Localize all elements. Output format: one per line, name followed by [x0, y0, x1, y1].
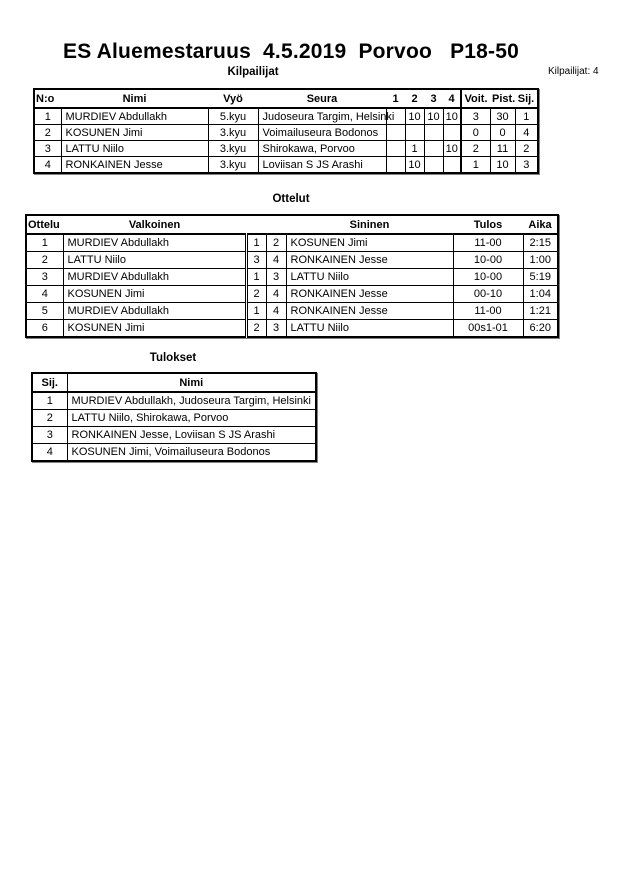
cell-seura: Loviisan S JS Arashi: [258, 157, 386, 174]
table-row: [32, 427, 316, 444]
tulokset-table: [31, 372, 317, 462]
ottelut-heading: Ottelut: [272, 193, 310, 205]
cell-match-no: 3: [26, 269, 63, 286]
table-row: [34, 108, 538, 125]
col-header-seura: Seura: [258, 89, 386, 108]
col-header-round2: 2: [405, 89, 424, 108]
cell-nimi: LATTU Niilo, Shirokawa, Porvoo: [67, 410, 316, 427]
cell-vyo: 3.kyu: [208, 125, 258, 141]
table-row: [26, 320, 558, 338]
col-header-aika: Aika: [523, 215, 558, 234]
cell-white-no: 2: [246, 320, 266, 338]
cell-round3: [424, 157, 443, 174]
cell-vyo: 5.kyu: [208, 108, 258, 125]
cell-sij: 4: [32, 444, 67, 462]
cell-round4: 10: [443, 108, 461, 125]
cell-round1: [386, 157, 405, 174]
cell-voit: 3: [461, 108, 490, 125]
cell-white-name: LATTU Niilo: [63, 252, 246, 269]
cell-sij: 2: [515, 141, 538, 157]
col-header-sij: Sij.: [515, 89, 538, 108]
kilpailijat-header-row: [34, 89, 538, 108]
cell-voit: 2: [461, 141, 490, 157]
col-header-pist: Pist.: [490, 89, 515, 108]
cell-pist: 11: [490, 141, 515, 157]
cell-round2: 10: [405, 108, 424, 125]
cell-match-no: 1: [26, 234, 63, 252]
cell-sij: 4: [515, 125, 538, 141]
col-header-nimi: Nimi: [61, 89, 208, 108]
cell-pist: 0: [490, 125, 515, 141]
cell-white-no: 1: [246, 303, 266, 320]
cell-blue-name: RONKAINEN Jesse: [286, 303, 453, 320]
cell-tulos: 10-00: [453, 269, 523, 286]
cell-nimi: KOSUNEN Jimi: [61, 125, 208, 141]
cell-pist: 30: [490, 108, 515, 125]
col-header-sij: Sij.: [32, 373, 67, 392]
cell-white-name: KOSUNEN Jimi: [63, 320, 246, 338]
col-header-no: N:o: [34, 89, 61, 108]
document-title: ES Aluemestaruus 4.5.2019 Porvoo P18-50: [62, 40, 520, 63]
cell-nimi: KOSUNEN Jimi, Voimailuseura Bodonos: [67, 444, 316, 462]
cell-no: 3: [34, 141, 61, 157]
cell-aika: 1:00: [523, 252, 558, 269]
cell-blue-name: KOSUNEN Jimi: [286, 234, 453, 252]
table-row: [26, 269, 558, 286]
cell-round4: [443, 125, 461, 141]
cell-blue-name: RONKAINEN Jesse: [286, 286, 453, 303]
ottelut-table: [25, 214, 559, 338]
col-header-ottelu: Ottelu: [26, 215, 63, 234]
cell-aika: 1:21: [523, 303, 558, 320]
table-row: [26, 234, 558, 252]
cell-voit: 0: [461, 125, 490, 141]
cell-round4: [443, 157, 461, 174]
cell-match-no: 4: [26, 286, 63, 303]
cell-pist: 10: [490, 157, 515, 174]
cell-nimi: MURDIEV Abdullakh, Judoseura Targim, Helsinki: [67, 392, 316, 410]
cell-match-no: 5: [26, 303, 63, 320]
cell-round3: [424, 141, 443, 157]
col-header-valkoinen: Valkoinen: [63, 215, 246, 234]
cell-white-name: KOSUNEN Jimi: [63, 286, 246, 303]
cell-sij: 1: [32, 392, 67, 410]
tulokset-header-row: [32, 373, 316, 392]
cell-nimi: RONKAINEN Jesse: [61, 157, 208, 174]
cell-no: 2: [34, 125, 61, 141]
table-row: [34, 125, 538, 141]
cell-vyo: 3.kyu: [208, 141, 258, 157]
cell-nimi: RONKAINEN Jesse, Loviisan S JS Arashi: [67, 427, 316, 444]
competitor-count-label: Kilpailijat: 4: [548, 66, 599, 77]
table-row: [34, 157, 538, 174]
cell-white-no: 1: [246, 269, 266, 286]
col-header-round1: 1: [386, 89, 405, 108]
cell-tulos: 11-00: [453, 303, 523, 320]
cell-round2: 10: [405, 157, 424, 174]
cell-white-no: 3: [246, 252, 266, 269]
cell-blue-name: RONKAINEN Jesse: [286, 252, 453, 269]
cell-nimi: MURDIEV Abdullakh: [61, 108, 208, 125]
col-header-round4: 4: [443, 89, 461, 108]
cell-no: 4: [34, 157, 61, 174]
cell-tulos: 10-00: [453, 252, 523, 269]
cell-round3: [424, 125, 443, 141]
col-header-sininen: Sininen: [286, 215, 453, 234]
cell-no: 1: [34, 108, 61, 125]
col-header-tulos: Tulos: [453, 215, 523, 234]
kilpailijat-heading: Kilpailijat: [227, 66, 279, 78]
ottelut-header-row: [26, 215, 558, 234]
cell-aika: 6:20: [523, 320, 558, 338]
cell-blue-no: 3: [266, 269, 286, 286]
cell-voit: 1: [461, 157, 490, 174]
col-header-voit: Voit.: [461, 89, 490, 108]
col-header-vyo: Vyö: [208, 89, 258, 108]
cell-round1: [386, 141, 405, 157]
cell-white-no: 2: [246, 286, 266, 303]
cell-white-no: 1: [246, 234, 266, 252]
table-row: [26, 286, 558, 303]
cell-tulos: 00-10: [453, 286, 523, 303]
table-row: [34, 141, 538, 157]
table-row: [32, 444, 316, 462]
cell-blue-name: LATTU Niilo: [286, 320, 453, 338]
cell-blue-no: 4: [266, 286, 286, 303]
cell-nimi: LATTU Niilo: [61, 141, 208, 157]
col-header-nimi: Nimi: [67, 373, 316, 392]
cell-match-no: 6: [26, 320, 63, 338]
cell-sij: 3: [32, 427, 67, 444]
cell-round3: 10: [424, 108, 443, 125]
cell-seura: Voimailuseura Bodonos: [258, 125, 386, 141]
cell-vyo: 3.kyu: [208, 157, 258, 174]
col-header-spacer: [246, 215, 266, 234]
cell-round1: [386, 125, 405, 141]
cell-white-name: MURDIEV Abdullakh: [63, 234, 246, 252]
cell-round4: 10: [443, 141, 461, 157]
table-row: [26, 252, 558, 269]
cell-blue-no: 4: [266, 252, 286, 269]
cell-aika: 5:19: [523, 269, 558, 286]
cell-seura: Shirokawa, Porvoo: [258, 141, 386, 157]
cell-blue-no: 4: [266, 303, 286, 320]
cell-round2: [405, 125, 424, 141]
cell-aika: 2:15: [523, 234, 558, 252]
cell-blue-name: LATTU Niilo: [286, 269, 453, 286]
cell-white-name: MURDIEV Abdullakh: [63, 269, 246, 286]
table-row: [32, 410, 316, 427]
cell-aika: 1:04: [523, 286, 558, 303]
cell-tulos: 00s1-01: [453, 320, 523, 338]
cell-white-name: MURDIEV Abdullakh: [63, 303, 246, 320]
cell-tulos: 11-00: [453, 234, 523, 252]
tulokset-heading: Tulokset: [149, 352, 197, 364]
cell-sij: 1: [515, 108, 538, 125]
table-row: [26, 303, 558, 320]
cell-match-no: 2: [26, 252, 63, 269]
cell-sij: 2: [32, 410, 67, 427]
col-header-round3: 3: [424, 89, 443, 108]
kilpailijat-table: [33, 88, 539, 174]
cell-round2: 1: [405, 141, 424, 157]
cell-blue-no: 2: [266, 234, 286, 252]
col-header-spacer: [266, 215, 286, 234]
cell-seura: Judoseura Targim, Helsinki: [258, 108, 386, 125]
cell-blue-no: 3: [266, 320, 286, 338]
table-row: [32, 392, 316, 410]
cell-sij: 3: [515, 157, 538, 174]
